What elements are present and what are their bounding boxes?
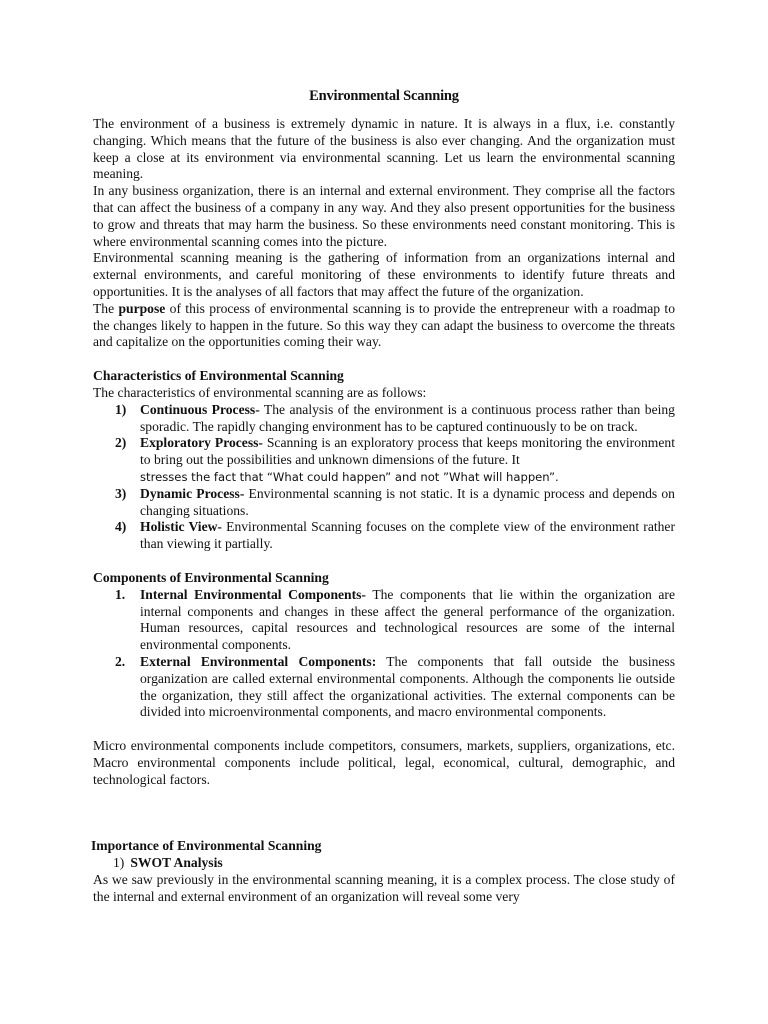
list-item bbox=[93, 435, 675, 485]
list-text: Environmental scanning is not static. It is a dynamic process and depends on changing situations. bbox=[140, 485, 675, 518]
purpose-post: of this process of environmental scanning is to provide the entrepreneur with a roadmap to the changes likely to happen in the future. So this way they can adapt the business to overcome the threats and capitalize on the opportunities coming their way. bbox=[93, 300, 675, 350]
document-page bbox=[93, 86, 675, 906]
list-item bbox=[93, 519, 675, 553]
list-text: Scanning is an exploratory process that keeps monitoring the environment to bring out the possibilities and unknown dimensions of the future. It bbox=[140, 435, 675, 468]
list-term: Continuous Process- bbox=[140, 401, 260, 417]
list-number: 2. bbox=[115, 653, 126, 669]
characteristics-heading: Characteristics of Environmental Scanning bbox=[93, 368, 344, 384]
list-item bbox=[93, 486, 675, 520]
list-term: Exploratory Process- bbox=[140, 435, 263, 451]
list-text: The components that fall outside the business organization are called external environmental components. Although the components lie outside the organization, they still affect the organizational activities. The external components can be divided into microenvironmental components, and macro environmental components. bbox=[140, 653, 675, 720]
micro-macro-paragraph: Micro environmental components include competitors, consumers, markets, suppliers, organizations, etc. Macro environmental components include political, legal, economical, cultural, demographic, and technological factors. bbox=[93, 738, 675, 787]
purpose-term: purpose bbox=[118, 300, 166, 316]
characteristics-lead: The characteristics of environmental scanning are as follows: bbox=[93, 384, 427, 400]
list-item bbox=[93, 587, 675, 654]
subheading-number: 1) bbox=[113, 855, 125, 871]
list-term: Dynamic Process- bbox=[140, 485, 245, 501]
list-item bbox=[93, 654, 675, 721]
components-list bbox=[93, 587, 675, 721]
list-text-continued: stresses the fact that “What could happen” and not ”What will happen”. bbox=[140, 469, 559, 484]
components-heading: Components of Environmental Scanning bbox=[93, 569, 329, 585]
intro-paragraph-3: Environmental scanning meaning is the gathering of information from an organizations internal and external environments, and careful monitoring of these environments to identify future threats and opportunities. It is the analyses of all factors that may affect the future of the organization. bbox=[93, 250, 675, 299]
list-term: Holistic View- bbox=[140, 519, 222, 535]
list-text: Environmental Scanning focuses on the complete view of the environment rather than viewing it partially. bbox=[140, 519, 675, 552]
importance-paragraph: As we saw previously in the environmental scanning meaning, it is a complex process. The close study of the internal and external environment of an organization will reveal some very bbox=[93, 872, 675, 904]
importance-subheading bbox=[93, 855, 675, 872]
list-item bbox=[93, 402, 675, 436]
list-number: 3) bbox=[115, 485, 127, 501]
intro-paragraph-2: In any business organization, there is an internal and external environment. They comprise all the factors that can affect the business of a company in any way. And they also present opportunities for the business to grow and threats that may harm the business. So these environments need constant monitoring. This is where environmental scanning comes into the picture. bbox=[93, 183, 675, 249]
list-number: 4) bbox=[115, 519, 127, 535]
list-text: The analysis of the environment is a continuous process rather than being sporadic. The rapidly changing environment has to be captured continuously to be on track. bbox=[140, 401, 675, 434]
list-term: External Environmental Components: bbox=[140, 653, 377, 669]
purpose-pre: The bbox=[93, 300, 119, 316]
list-number: 1. bbox=[115, 586, 126, 602]
list-term: Internal Environmental Components- bbox=[140, 586, 366, 602]
subheading-title: SWOT Analysis bbox=[130, 855, 223, 871]
importance-heading: Importance of Environmental Scanning bbox=[91, 838, 322, 854]
intro-paragraph-4 bbox=[93, 301, 675, 351]
document-title: Environmental Scanning bbox=[309, 88, 459, 104]
list-number: 1) bbox=[115, 401, 127, 417]
list-text: The components that lie within the organization are internal components and changes in these affect the general performance of the organization. Human resources, capital resources and technological resources are some of the internal environmental components. bbox=[140, 586, 675, 653]
list-number: 2) bbox=[115, 435, 127, 451]
characteristics-list bbox=[93, 402, 675, 553]
intro-paragraph-1: The environment of a business is extremely dynamic in nature. It is always in a flux, i.e. constantly changing. Which means that the future of the business is also ever changing. And the organization must keep a close at its environment via environmental scanning. Let us learn the environmental scanning meaning. bbox=[93, 116, 675, 182]
